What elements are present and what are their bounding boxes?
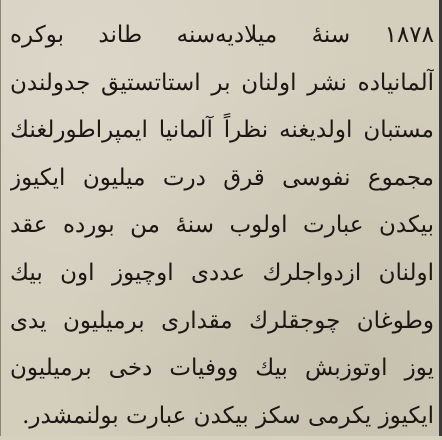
text-line-2: آلمانیاده نشر اولنان بر استاتستیق جدولندن	[10, 69, 434, 96]
text-line-5: بیکدن عبارت اولوب سنهٔ من بورده عقد	[10, 212, 434, 239]
page-left-edge	[0, 0, 1, 436]
text-line-4: مجموع نفوسی قرق درت میلیون ایکیوز	[10, 164, 434, 191]
text-line-6: اولنان ازدواجلرك عددی اوچیوز اون بیك	[10, 259, 434, 286]
text-line-1: ۱۸۷۸ سنهٔ میلادیه‌سنه طاند بوکره	[10, 22, 434, 48]
text-line-8: یوز اوتوزبش بیك ووفیات دخی برمیلیون	[10, 355, 434, 382]
text-line-9: ایکیوز یکرمی سکز بیکدن عبارت بولنمشدر.	[22, 402, 434, 429]
text-line-3: مستبان اولدیغنه نظراً آلمانیا ایمپراطورلغنك	[10, 117, 434, 144]
text-line-7: وطوغان چوجقلرك مقداری برمیلیون یدی	[10, 307, 434, 334]
article-text	[10, 12, 434, 440]
